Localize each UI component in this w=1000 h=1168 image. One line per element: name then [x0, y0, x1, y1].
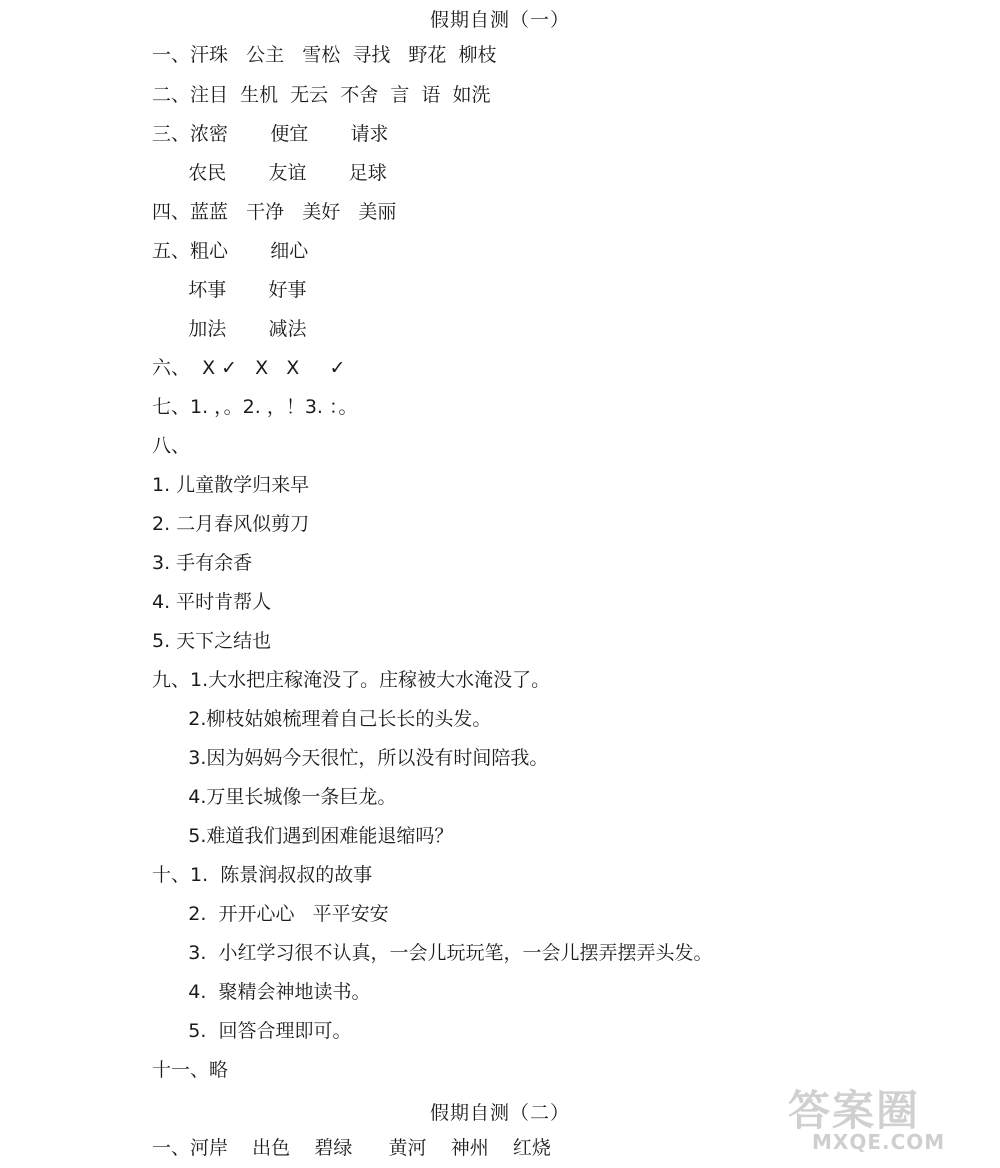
answer-line: 三、浓密 便宜 请求 — [152, 123, 389, 145]
answer-line: 2.柳枝姑娘梳理着自己长长的头发。 — [152, 708, 492, 730]
answer-line: 4. 平时肯帮人 — [152, 591, 272, 613]
answer-line: 1. 儿童散学归来早 — [152, 474, 310, 496]
answer-line: 农民 友谊 足球 — [152, 162, 387, 184]
answer-line: 5.难道我们遇到困难能退缩吗？ — [152, 825, 454, 847]
answer-line: 四、蓝蓝 干净 美好 美丽 — [152, 201, 397, 223]
answer-line: 加法 减法 — [152, 318, 307, 340]
answer-line: 一、河岸 出色 碧绿 黄河 神州 红烧 — [152, 1137, 551, 1159]
answer-line: 3. 手有余香 — [152, 552, 253, 574]
answer-line: 八、 — [152, 435, 191, 457]
watermark-small-text: MXQE.COM — [812, 1130, 946, 1154]
answer-line: 2. 开开心心 平平安安 — [152, 903, 389, 925]
answer-line: 5. 回答合理即可。 — [152, 1020, 352, 1042]
answer-line: 六、 X ✓ X X ✓ — [152, 357, 346, 379]
section2-title: 假期自测（二） — [429, 1102, 570, 1124]
answer-line: 3. 小红学习很不认真，一会儿玩玩笔，一会儿摆弄摆弄头发。 — [152, 942, 713, 964]
answer-line: 一、汗珠 公主 雪松 寻找 野花 柳枝 — [152, 44, 497, 66]
watermark-logo — [782, 1078, 982, 1160]
answer-line: 七、1. ，。2. ，！3. ：。 — [152, 396, 358, 418]
answer-line: 十、1. 陈景润叔叔的故事 — [152, 864, 373, 886]
answer-line: 五、粗心 细心 — [152, 240, 309, 262]
answer-line: 5. 天下之结也 — [152, 630, 272, 652]
answer-line: 二、注目 生机 无云 不舍 言 语 如洗 — [152, 84, 491, 106]
watermark-big-text: 答案圈 — [788, 1086, 921, 1135]
answer-line: 十一、略 — [152, 1059, 229, 1081]
section1-title: 假期自测（一） — [429, 9, 570, 31]
answer-line: 4. 聚精会神地读书。 — [152, 981, 371, 1003]
answer-line: 坏事 好事 — [152, 279, 307, 301]
answer-line: 4.万里长城像一条巨龙。 — [152, 786, 397, 808]
answer-line: 2. 二月春风似剪刀 — [152, 513, 310, 535]
answer-line: 3.因为妈妈今天很忙，所以没有时间陪我。 — [152, 747, 549, 769]
answer-line: 九、1.大水把庄稼淹没了。庄稼被大水淹没了。 — [152, 669, 551, 691]
